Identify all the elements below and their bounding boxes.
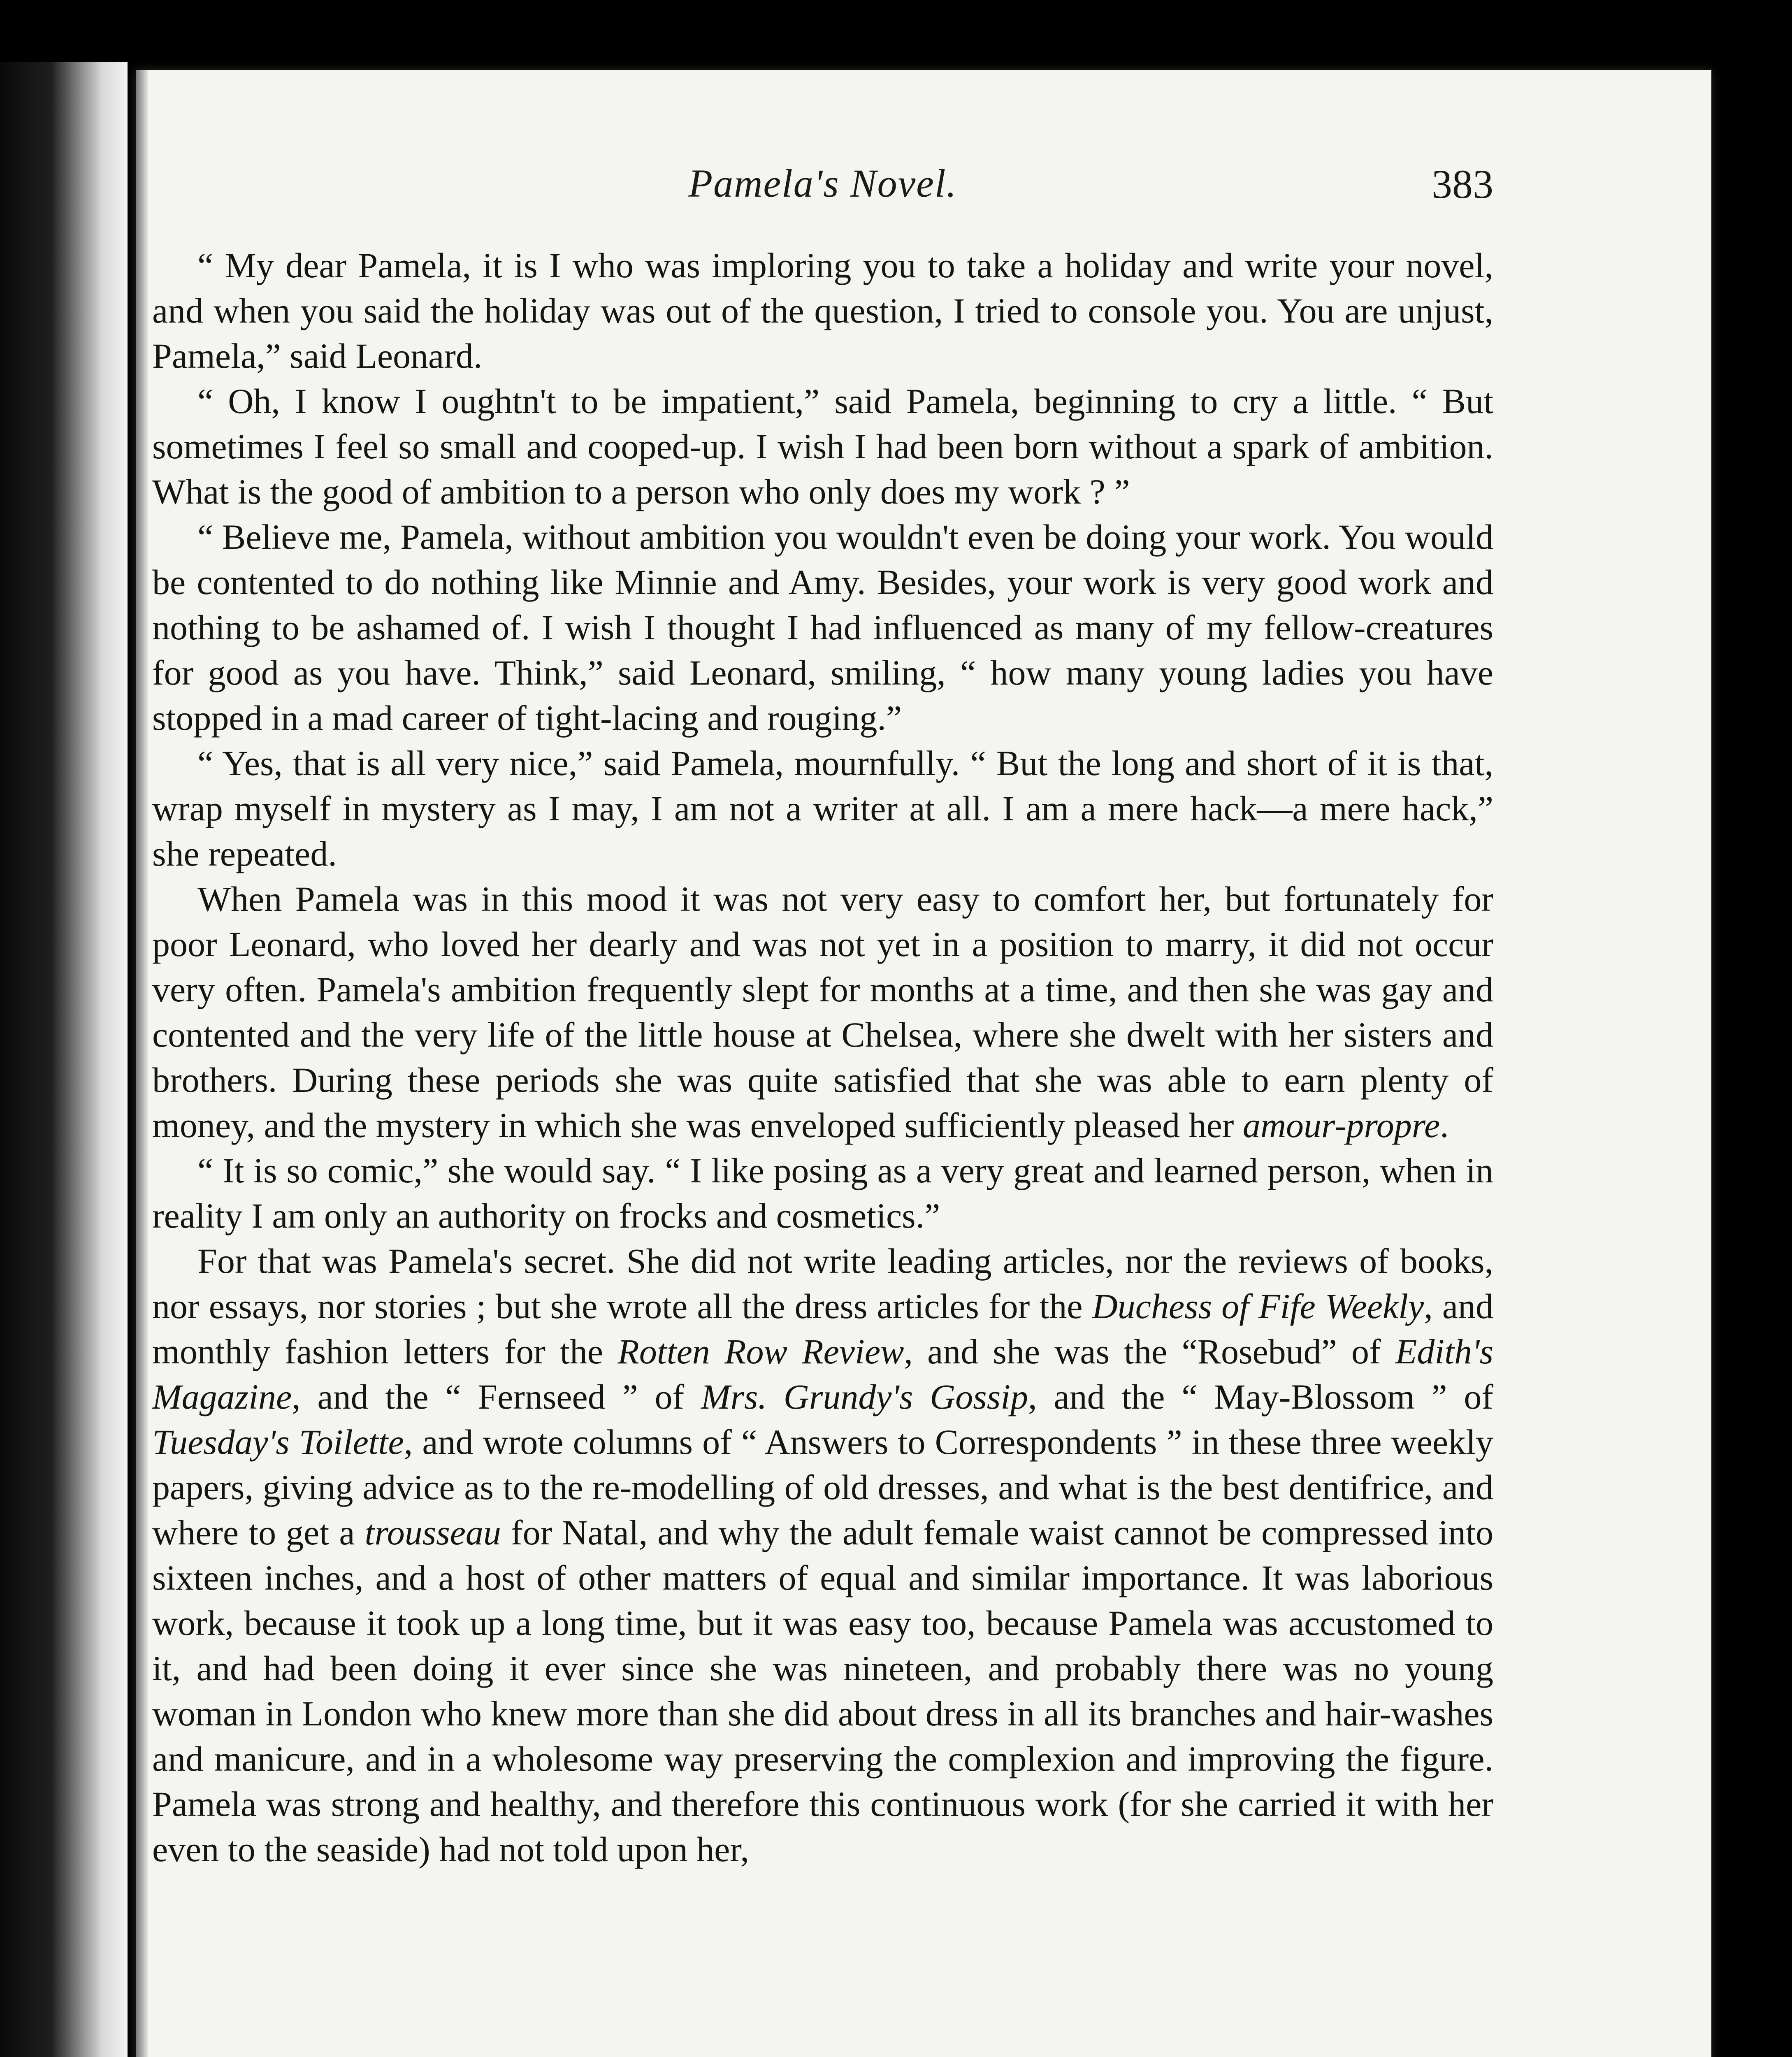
- publication-title: Mrs. Grundy's Gossip: [701, 1377, 1028, 1416]
- paragraph: [152, 378, 1493, 514]
- paragraph: [152, 243, 1493, 378]
- italic-term: amour-propre: [1242, 1105, 1440, 1145]
- paragraph: [152, 876, 1493, 1148]
- paragraph: [152, 1238, 1493, 1872]
- page-number: 383: [1432, 161, 1493, 207]
- paragraph: [152, 514, 1493, 741]
- running-header: [152, 160, 1493, 218]
- paragraph: [152, 741, 1493, 876]
- text-run: , and she was the “Rosebud” of: [904, 1332, 1395, 1371]
- italic-term: trousseau: [364, 1513, 501, 1552]
- body-text: [152, 243, 1493, 1872]
- text-run: , and the “ Fernseed ” of: [292, 1377, 701, 1416]
- page-gutter-shadow: [136, 70, 148, 2057]
- text-run: “ My dear Pamela, it is I who was imploring you to take a holiday and write your novel, and when you said the holiday was out of the question, I tried to console you. You are unjust, Pamela,” said Leonard.: [152, 246, 1493, 376]
- publication-title: Tuesday's Toilette: [152, 1422, 404, 1462]
- text-run: , and the “ May-Blossom ” of: [1028, 1377, 1493, 1416]
- paragraph: [152, 1148, 1493, 1238]
- text-run: , and wrote columns of “ Answers to Correspondents ” in these three weekly papers, giving advice as to the re-modelling of old dresses, and what is the best dentifrice, and where to get a: [152, 1422, 1493, 1552]
- publication-title: Rotten Row Review: [617, 1332, 904, 1371]
- facing-page-edge: [0, 62, 128, 2057]
- running-title: Pamela's Novel.: [688, 161, 957, 205]
- text-run: When Pamela was in this mood it was not very easy to comfort her, but fortunately for poor Leonard, who loved her dearly and was not yet in a position to marry, it did not occur very often. Pamela's ambition frequently slept for months at a time, and then she was gay and contented and the very life of the little house at Chelsea, where she dwelt with her sisters and brothers. During these periods she was quite satisfied that she was able to earn plenty of money, and the mystery in which she was enveloped sufficiently pleased her: [152, 879, 1493, 1145]
- text-run: for Natal, and why the adult female waist cannot be compressed into sixteen inches, and a host of other matters of equal and similar importance. It was laborious work, because it took up a long time, but it was easy too, because Pamela was accustomed to it, and had been doing it ever since she was nineteen, and probably there was no young woman in London who knew more than she did about dress in all its branches and hair-washes and manicure, and in a wholesome way preserving the complexion and improving the figure. Pamela was strong and healthy, and therefore this continuous work (for she carried it with her even to the seaside) had not told upon her,: [152, 1513, 1493, 1869]
- text-run: “ Oh, I know I oughtn't to be impatient,” said Pamela, beginning to cry a little. “ But sometimes I feel so small and cooped-up. I wish I had been born without a spark of ambition. What is the good of ambition to a person who only does my work ? ”: [152, 381, 1493, 511]
- text-run: .: [1440, 1105, 1449, 1145]
- publication-title: Duchess of Fife Weekly: [1092, 1286, 1424, 1326]
- text-run: “ Yes, that is all very nice,” said Pamela, mournfully. “ But the long and short of it is that, wrap myself in mystery as I may, I am not a writer at all. I am a mere hack—a mere hack,” she repeated.: [152, 743, 1493, 873]
- text-run: For that was Pamela's secret. She did not write leading articles, nor the reviews of books, nor essays, nor stories ; but she wrote all the dress articles for the: [152, 1241, 1493, 1326]
- publication-title: Edith's Magazine: [152, 1332, 1494, 1416]
- text-run: “ Believe me, Pamela, without ambition you wouldn't even be doing your work. You would be contented to do nothing like Minnie and Amy. Besides, your work is very good work and nothing to be ashamed of. I wish I thought I had influenced as many of my fellow-creatures for good as you have. Think,” said Leonard, smiling, “ how many young ladies you have stopped in a mad career of tight-lacing and rouging.”: [152, 517, 1493, 738]
- text-run: , and monthly fashion letters for the: [152, 1286, 1493, 1371]
- text-run: “ It is so comic,” she would say. “ I like posing as a very great and learned person, when in reality I am only an authority on frocks and cosmetics.”: [152, 1151, 1493, 1235]
